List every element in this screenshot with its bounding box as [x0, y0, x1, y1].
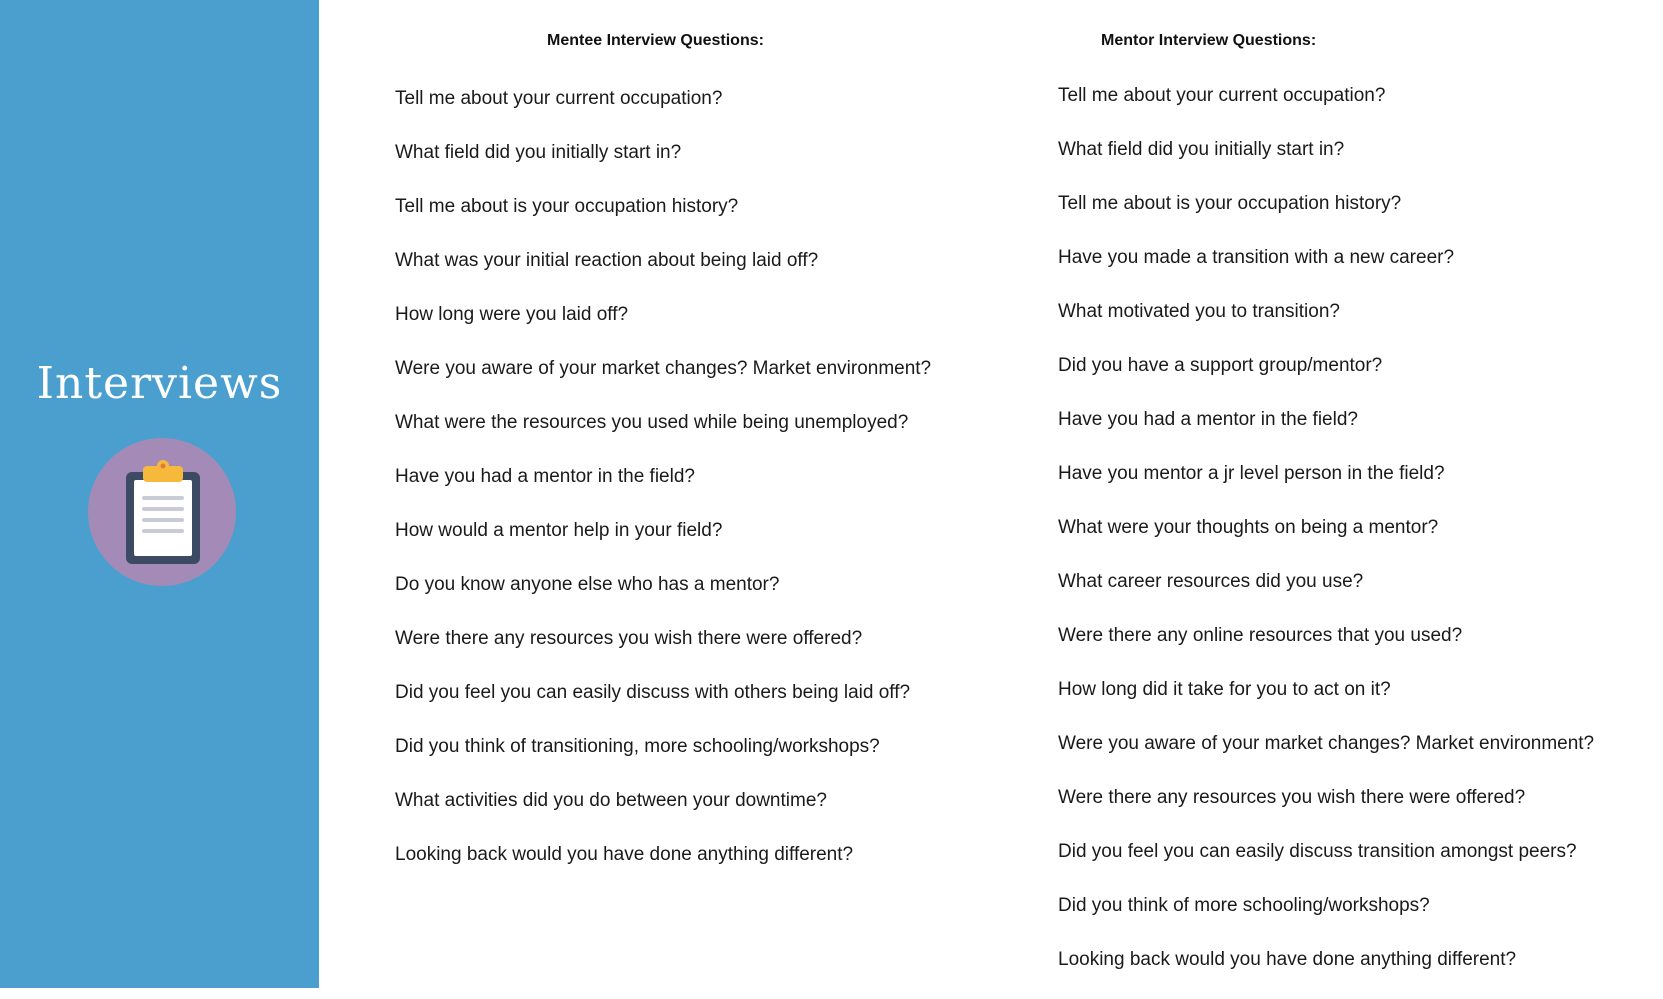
mentee-question-item: What activities did you do between your downtime? — [395, 790, 827, 811]
mentor-question-list — [1058, 81, 1594, 999]
sidebar — [0, 0, 319, 988]
mentor-question-item: Looking back would you have done anything different? — [1058, 949, 1517, 970]
mentor-question-item: Did you think of more schooling/workshops? — [1058, 895, 1430, 916]
mentor-question-item: Did you have a support group/mentor? — [1058, 355, 1383, 376]
mentor-question-item: Have you mentor a jr level person in the field? — [1058, 463, 1445, 484]
page-title: Interviews — [36, 358, 283, 409]
mentor-question-item: Were you aware of your market changes? Market environment? — [1058, 733, 1595, 754]
mentee-question-item: Did you feel you can easily discuss with others being laid off? — [395, 682, 911, 703]
mentee-question-item: How would a mentor help in your field? — [395, 520, 723, 541]
mentor-question-item: Were there any resources you wish there were offered? — [1058, 787, 1526, 808]
mentee-question-item: Tell me about is your occupation history? — [395, 196, 739, 217]
mentee-question-item: Were there any resources you wish there were offered? — [395, 628, 863, 649]
mentee-question-item: Tell me about your current occupation? — [395, 88, 723, 109]
mentor-question-item: What were your thoughts on being a mentor? — [1058, 517, 1439, 538]
mentee-question-item: Looking back would you have done anything different? — [395, 844, 854, 865]
mentee-question-item: Do you know anyone else who has a mentor? — [395, 574, 780, 595]
mentor-question-item: Were there any online resources that you used? — [1058, 625, 1463, 646]
mentee-question-item: Were you aware of your market changes? Market environment? — [395, 358, 932, 379]
mentee-question-item: What field did you initially start in? — [395, 142, 682, 163]
mentor-question-item: Tell me about your current occupation? — [1058, 85, 1386, 106]
mentee-question-item: What were the resources you used while being unemployed? — [395, 412, 909, 433]
mentor-question-item: Did you feel you can easily discuss transition amongst peers? — [1058, 841, 1577, 862]
mentor-question-item: How long did it take for you to act on it? — [1058, 679, 1391, 700]
mentee-heading: Mentee Interview Questions: — [547, 32, 764, 49]
mentee-question-item: Did you think of transitioning, more schooling/workshops? — [395, 736, 880, 757]
mentor-question-item: Have you made a transition with a new career? — [1058, 247, 1455, 268]
mentee-question-list — [395, 84, 931, 894]
mentor-question-item: What motivated you to transition? — [1058, 301, 1340, 322]
mentee-question-item: How long were you laid off? — [395, 304, 629, 325]
mentor-question-item: Have you had a mentor in the field? — [1058, 409, 1358, 430]
clipboard-icon — [88, 438, 236, 586]
mentor-question-item: What career resources did you use? — [1058, 571, 1364, 592]
mentor-heading: Mentor Interview Questions: — [1101, 32, 1317, 49]
mentor-question-item: Tell me about is your occupation history? — [1058, 193, 1402, 214]
mentee-question-item: Have you had a mentor in the field? — [395, 466, 695, 487]
mentor-question-item: What field did you initially start in? — [1058, 139, 1345, 160]
mentee-question-item: What was your initial reaction about being laid off? — [395, 250, 819, 271]
